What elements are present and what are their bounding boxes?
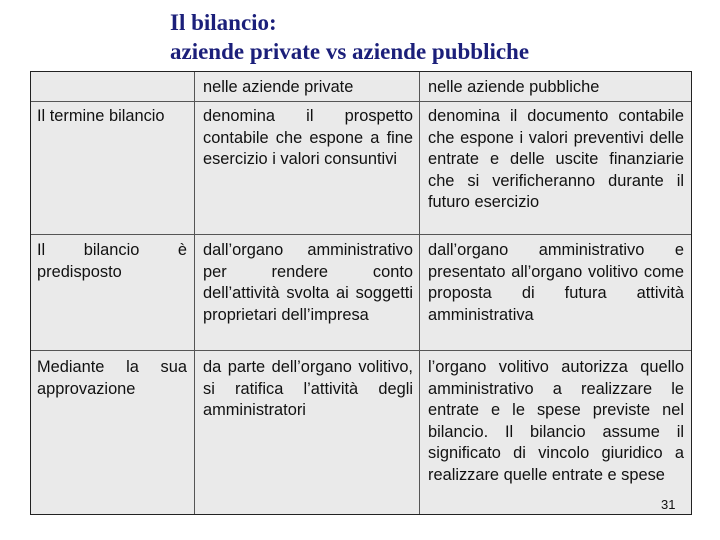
title-line-2: aziende private vs aziende pubbliche	[170, 39, 530, 64]
row-3-label: Mediante la sua approvazione	[37, 358, 187, 398]
row-2-public: dall’organo amministrativo e presentato all’organo volitivo come proposta di futura attività amministrativa	[428, 241, 684, 324]
page-number: 31	[661, 497, 676, 512]
row-divider-2	[31, 350, 691, 351]
row-1-public: denomina il documento contabile che espone i valori preventivi delle entrate e delle uscite finanziarie che si verificheranno durante il futuro esercizio	[428, 107, 684, 212]
row-2-label: Il bilancio è predisposto	[37, 241, 187, 281]
row-1-label: Il termine bilancio	[37, 107, 165, 125]
row-divider-1	[31, 234, 691, 235]
header-public: nelle aziende pubbliche	[428, 78, 600, 96]
row-3-private: da parte dell’organo volitivo, si ratifica l’attività degli amministratori	[203, 358, 413, 420]
column-divider-2	[419, 72, 420, 514]
comparison-table	[30, 71, 692, 515]
slide-title	[170, 8, 529, 66]
row-1-private: denomina il prospetto contabile che espone a fine esercizio i valori consuntivi	[203, 107, 413, 169]
row-2-private: dall’organo amministrativo per rendere conto dell’attività svolta ai soggetti proprietari dell’impresa	[203, 241, 413, 324]
title-line-1: Il bilancio:	[170, 10, 277, 35]
header-private: nelle aziende private	[203, 78, 354, 96]
header-divider	[31, 101, 691, 102]
row-3-public: l’organo volitivo autorizza quello amministrativo a realizzare le entrate e le spese previste nel bilancio. Il bilancio assume il significato di vincolo giuridico a realizzare quelle entrate e spese	[428, 358, 684, 484]
column-divider-1	[194, 72, 195, 514]
